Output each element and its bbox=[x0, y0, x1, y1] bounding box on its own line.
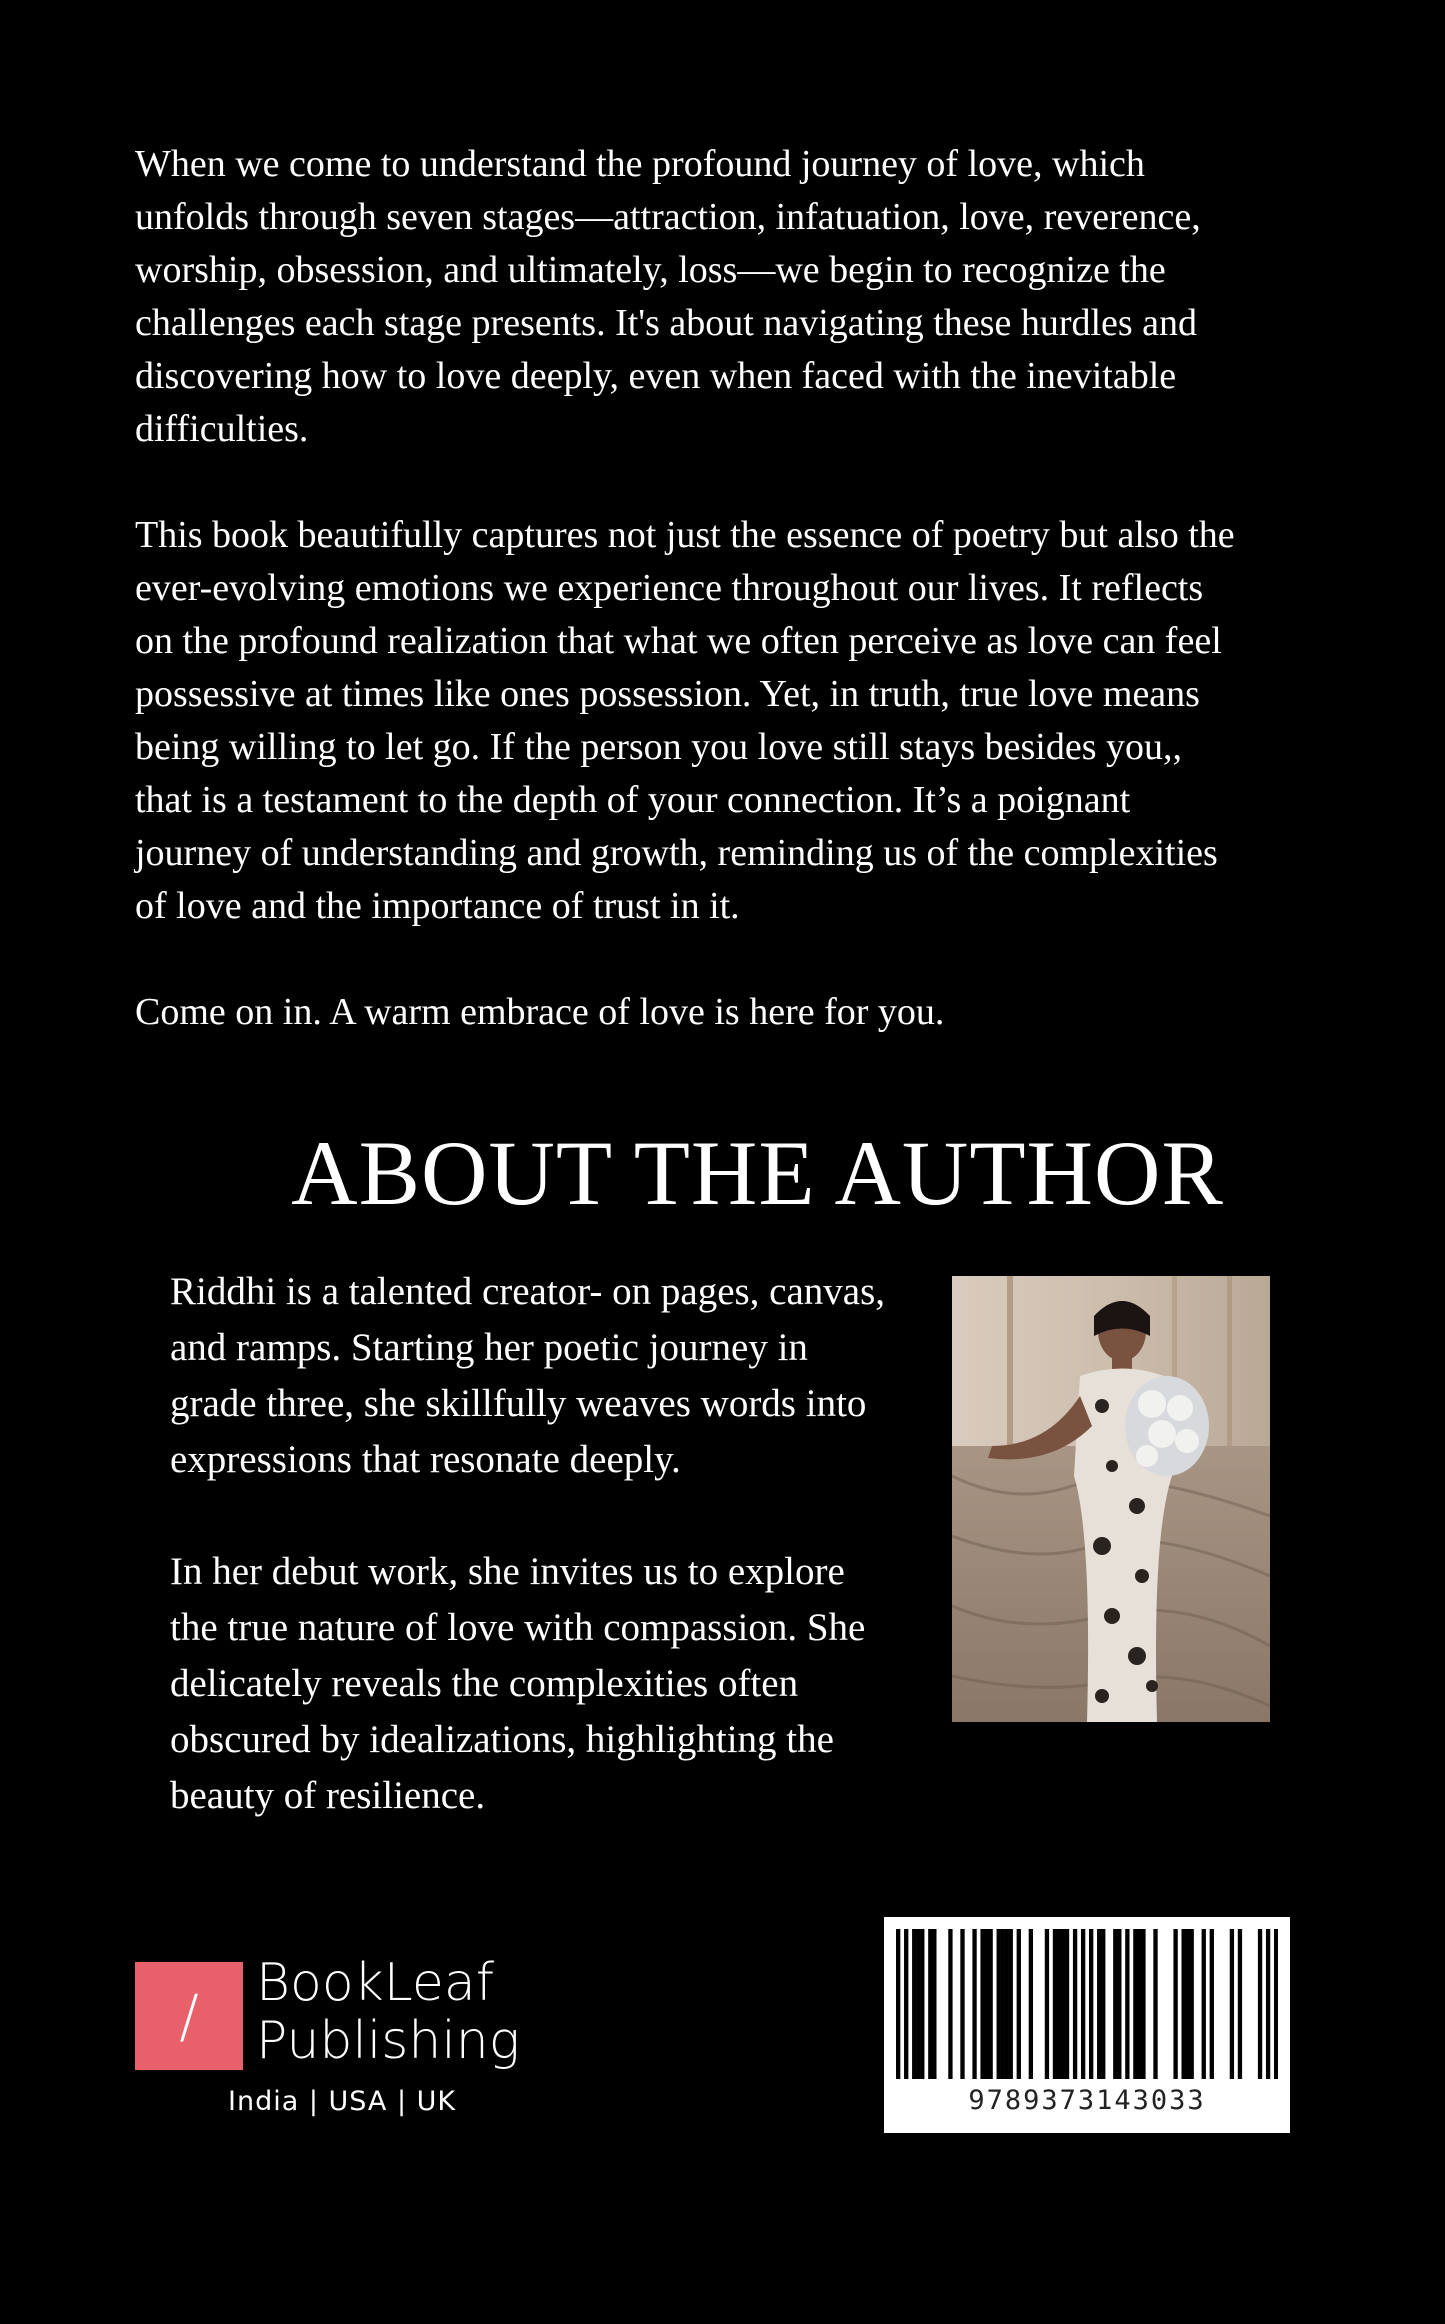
barcode-bar bbox=[916, 1929, 920, 2079]
barcode-bar bbox=[1190, 1929, 1194, 2079]
author-photo bbox=[952, 1276, 1270, 1722]
publisher-name-line-1: BookLeaf bbox=[256, 1953, 495, 2013]
barcode-bar bbox=[1186, 1929, 1190, 2079]
barcode-bar bbox=[1153, 1929, 1157, 2079]
author-bio bbox=[170, 1264, 890, 1880]
barcode-bar bbox=[1210, 1929, 1214, 2079]
publisher-mark bbox=[135, 1962, 243, 2070]
barcode-bar bbox=[896, 1929, 900, 2079]
barcode-bar bbox=[988, 1929, 992, 2079]
barcode-bar bbox=[1181, 1929, 1185, 2079]
barcode-bar bbox=[1005, 1929, 1009, 2079]
bio-paragraph-1: Riddhi is a talented creator- on pages, canvas, and ramps. Starting her poetic journey in grade three, she skillfully weaves words into expressions that resonate deeply. bbox=[170, 1270, 886, 1481]
barcode-bar bbox=[960, 1929, 964, 2079]
blurb-paragraph-1: When we come to understand the profound journey of love, which unfolds through seven stages—attraction, infatuation, love, reverence, worship, obsession, and ultimately, loss—we begin to recognize the challenges each stage presents. It's about navigating these hurdles and discovering how to love deeply, even when faced with the inevitable difficulties. bbox=[135, 143, 1201, 450]
publisher-regions: India | USA | UK bbox=[228, 2086, 457, 2117]
barcode-bar bbox=[972, 1929, 976, 2079]
barcode-bar bbox=[1125, 1929, 1129, 2079]
barcode-bar bbox=[1117, 1929, 1121, 2079]
barcode-bar bbox=[1202, 1929, 1206, 2079]
barcode-bar bbox=[1113, 1929, 1117, 2079]
barcode-bar bbox=[1266, 1929, 1270, 2079]
barcode-bar bbox=[980, 1929, 984, 2079]
barcode-bar bbox=[984, 1929, 988, 2079]
barcode-bar bbox=[920, 1929, 924, 2079]
publisher-name-line-2: Publishing bbox=[256, 2011, 520, 2071]
barcode-bar bbox=[1001, 1929, 1005, 2079]
barcode-bar bbox=[1045, 1929, 1049, 2079]
publisher-name bbox=[256, 1954, 520, 2070]
barcode-bar bbox=[1081, 1929, 1085, 2079]
barcode-bar bbox=[1017, 1929, 1021, 2079]
barcode-bar bbox=[1053, 1929, 1057, 2079]
barcode-bar bbox=[1141, 1929, 1145, 2079]
barcode-bar bbox=[1101, 1929, 1105, 2079]
publisher-logo bbox=[135, 1953, 575, 2140]
back-cover-blurb bbox=[135, 138, 1245, 1039]
blurb-paragraph-2: This book beautifully captures not just the essence of poetry but also the ever-evolving emotions we experience throughout our lives. It reflects on the profound realization that what we often perceive as love can feel possessive at times like ones possession. Yet, in truth, true love means being willing to let go. If the person you love still stays besides you,, that is a testament to the depth of your connection. It’s a poignant journey of understanding and growth, reminding us of the complexities of love and the importance of trust in it. bbox=[135, 514, 1235, 927]
barcode-bar bbox=[1061, 1929, 1065, 2079]
barcode-bar bbox=[1097, 1929, 1101, 2079]
barcode-bar bbox=[1029, 1929, 1033, 2079]
barcode-bar bbox=[948, 1929, 952, 2079]
barcode-bar bbox=[912, 1929, 916, 2079]
publisher-mark-slash: / bbox=[179, 1982, 199, 2050]
barcode-bar bbox=[997, 1929, 1001, 2079]
barcode-bar bbox=[1089, 1929, 1093, 2079]
barcode-bar bbox=[1230, 1929, 1234, 2079]
barcode-bar bbox=[1009, 1929, 1013, 2079]
barcode-bar bbox=[1274, 1929, 1278, 2079]
bio-paragraph-2: In her debut work, she invites us to explore the true nature of love with compassion. She delicately reveals the complexities often obscured by idealizations, highlighting the beauty of resilience. bbox=[170, 1550, 866, 1817]
isbn-barcode bbox=[884, 1917, 1290, 2133]
barcode-bar bbox=[932, 1929, 936, 2079]
barcode-bar bbox=[1065, 1929, 1069, 2079]
barcode-bar bbox=[1137, 1929, 1141, 2079]
about-author-heading: ABOUT THE AUTHOR bbox=[291, 1122, 1224, 1224]
barcode-bar bbox=[1073, 1929, 1077, 2079]
barcode-bar bbox=[1238, 1929, 1242, 2079]
blurb-paragraph-3: Come on in. A warm embrace of love is here for you. bbox=[135, 991, 945, 1033]
barcode-bar bbox=[1173, 1929, 1177, 2079]
barcode-bar bbox=[928, 1929, 932, 2079]
barcode-bars bbox=[896, 1929, 1278, 2079]
barcode-bar bbox=[1133, 1929, 1137, 2079]
isbn-number: 9789373143033 bbox=[968, 2085, 1206, 2116]
barcode-bar bbox=[904, 1929, 908, 2079]
barcode-bar bbox=[1258, 1929, 1262, 2079]
barcode-bar bbox=[1057, 1929, 1061, 2079]
